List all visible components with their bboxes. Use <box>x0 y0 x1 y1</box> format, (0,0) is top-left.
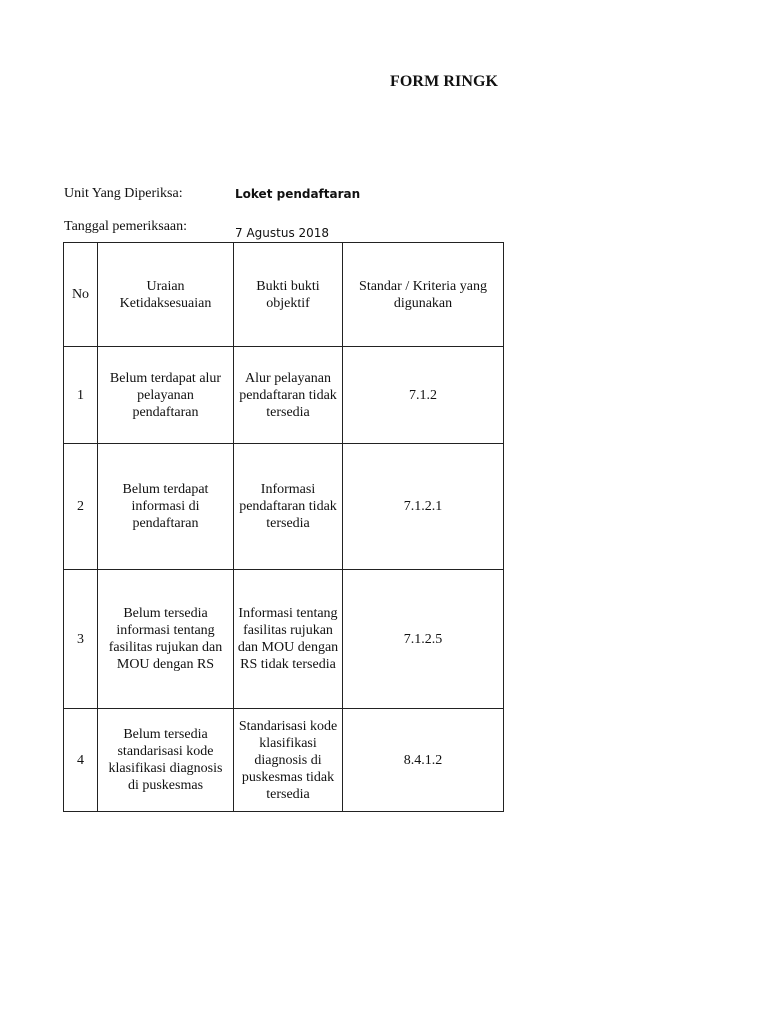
header-no: No <box>64 243 98 347</box>
unit-value: Loket pendaftaran <box>235 187 361 201</box>
row-bukti: Alur pelayanan pendaftaran tidak tersedia <box>234 347 343 444</box>
row-uraian: Belum tersedia standarisasi kode klasifikasi diagnosis di puskesmas <box>98 709 234 812</box>
table-row <box>64 709 504 812</box>
row-no: 2 <box>64 444 98 570</box>
table-row <box>64 570 504 709</box>
row-uraian: Belum terdapat alur pelayanan pendaftaran <box>98 347 234 444</box>
unit-label: Unit Yang Diperiksa: <box>64 186 183 201</box>
row-bukti: Informasi pendaftaran tidak tersedia <box>234 444 343 570</box>
row-uraian: Belum terdapat informasi di pendaftaran <box>98 444 234 570</box>
row-standar: 7.1.2 <box>343 347 504 444</box>
table-row <box>64 444 504 570</box>
date-value: 7 Agustus 2018 <box>235 226 330 240</box>
date-label: Tanggal pemeriksaan: <box>64 219 188 234</box>
row-uraian: Belum tersedia informasi tentang fasilitas rujukan dan MOU dengan RS <box>98 570 234 709</box>
title-clip <box>390 71 504 95</box>
header-uraian: Uraian Ketidaksesuaian <box>98 243 234 347</box>
row-bukti: Informasi tentang fasilitas rujukan dan MOU dengan RS tidak tersedia <box>234 570 343 709</box>
row-bukti: Standarisasi kode klasifikasi diagnosis di puskesmas tidak tersedia <box>234 709 343 812</box>
header-bukti: Bukti bukti objektif <box>234 243 343 347</box>
row-no: 3 <box>64 570 98 709</box>
page-title: FORM RINGK <box>390 73 499 90</box>
row-no: 1 <box>64 347 98 444</box>
header-standar: Standar / Kriteria yang digunakan <box>343 243 504 347</box>
table-header-row <box>64 243 504 347</box>
table-row <box>64 347 504 444</box>
row-standar: 7.1.2.1 <box>343 444 504 570</box>
row-standar: 7.1.2.5 <box>343 570 504 709</box>
row-standar: 8.4.1.2 <box>343 709 504 812</box>
row-no: 4 <box>64 709 98 812</box>
findings-table <box>63 242 504 812</box>
